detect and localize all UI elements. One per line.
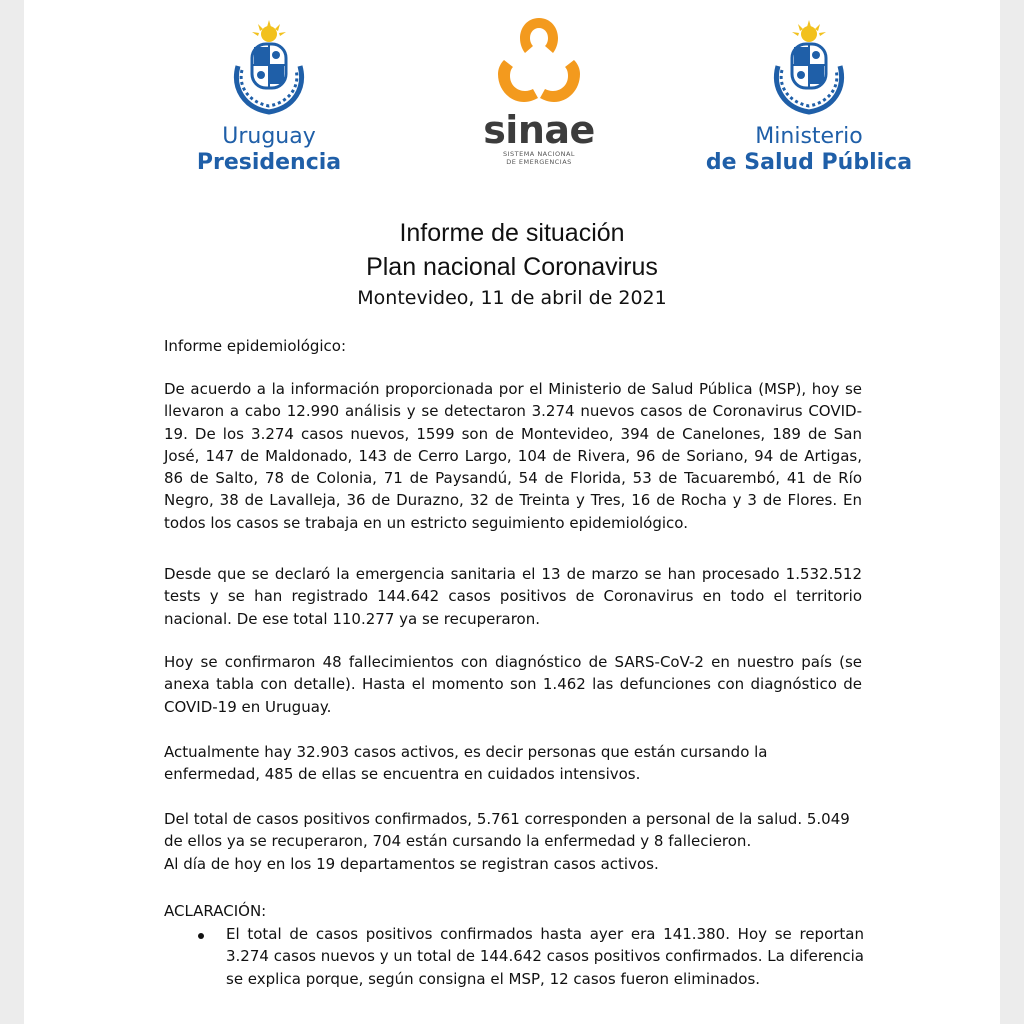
section-label: Informe epidemiológico: xyxy=(164,337,347,355)
sinae-subtitle-1: SISTEMA NACIONAL xyxy=(502,150,576,158)
list-item xyxy=(196,923,864,990)
uruguay-coat-of-arms-icon xyxy=(764,18,854,116)
bullet-icon xyxy=(198,933,204,939)
paragraph-deaths: Hoy se confirmaron 48 fallecimientos con diagnóstico de SARS-CoV-2 en nuestro país (se anexa tabla con detalle). Hasta el momento son 1.462 las defunciones con diagnóstico de COVID-19 en Uruguay. xyxy=(164,653,862,716)
paragraph-new-cases: De acuerdo a la información proporcionada por el Ministerio de Salud Pública (MSP), hoy se llevaron a cabo 12.990 análisis y se detectaron 3.274 nuevos casos de Coronavirus COVID-19. De los 3.274 casos nuevos, 1599 son de Montevideo, 394 de Canelones, 189 de San José, 147 de Maldonado, 143 de Cerro Largo, 104 de Rivera, 96 de Soriano, 94 de Artigas, 86 de Salto, 78 de Colonia, 71 de Paysandú, 54 de Florida, 53 de Tacuarembó, 41 de Río Negro, 38 de Lavalleja, 36 de Durazno, 32 de Treinta y Tres, 16 de Rocha y 3 de Flores. En todos los casos se trabaja en un estricto seguimiento epidemiológico. xyxy=(164,380,862,532)
sinae-triangle-logo-icon xyxy=(494,16,584,108)
msp-line2: de Salud Pública xyxy=(705,150,913,175)
presidencia-logo xyxy=(174,18,364,176)
paragraph-totals: Desde que se declaró la emergencia sanitaria el 13 de marzo se han procesado 1.532.512 tests y se han registrado 144.642 casos positivos de Coronavirus en todo el territorio nacional. De ese total 110.277 ya se recuperaron. xyxy=(164,565,862,628)
aclaracion-text: El total de casos positivos confirmados hasta ayer era 141.380. Hoy se reportan 3.274 casos nuevos y un total de 144.642 casos positivos confirmados. La diferencia se explica porque, según consigna el MSP, 12 casos fueron eliminados. xyxy=(226,925,864,988)
sinae-subtitle-2: DE EMERGENCIAS xyxy=(506,158,572,166)
uruguay-coat-of-arms-icon xyxy=(224,18,314,116)
sinae-wordmark: sinae xyxy=(483,108,595,152)
paragraph-health-staff: Del total de casos positivos confirmados, 5.761 corresponden a personal de la salud. 5.049 de ellos ya se recuperaron, 704 están cursando la enfermedad y 8 fallecieron. xyxy=(164,810,850,851)
paragraph-active-cases: Actualmente hay 32.903 casos activos, es decir personas que están cursando la enfermedad, 485 de ellas se encuentra en cuidados intensivos. xyxy=(164,743,768,784)
presidencia-line1: Uruguay xyxy=(222,124,316,149)
paragraph-departments: Al día de hoy en los 19 departamentos se registran casos activos. xyxy=(164,855,659,873)
aclaracion-label: ACLARACIÓN: xyxy=(164,902,267,920)
report-date: Montevideo, 11 de abril de 2021 xyxy=(357,287,667,309)
presidencia-line2: Presidencia xyxy=(196,150,342,175)
msp-logo xyxy=(704,18,914,176)
report-title: Informe de situación xyxy=(399,219,625,247)
msp-line1: Ministerio xyxy=(755,124,863,149)
sinae-logo xyxy=(459,16,619,166)
document-page xyxy=(24,0,1000,1024)
report-subtitle: Plan nacional Coronavirus xyxy=(366,253,658,281)
